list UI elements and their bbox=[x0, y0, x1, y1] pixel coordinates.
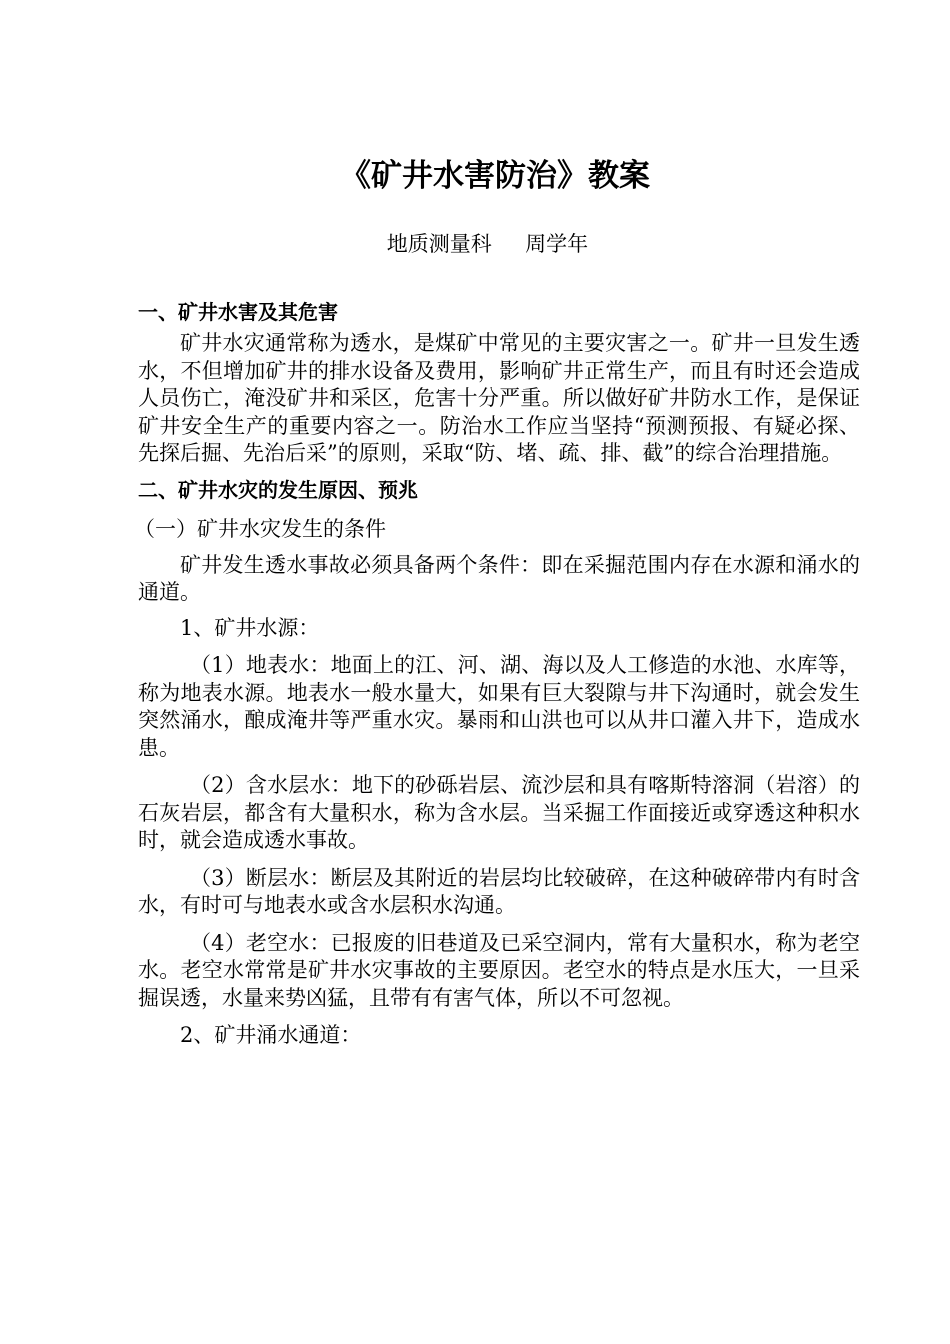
paragraph-hazards-intro: 矿井水灾通常称为透水，是煤矿中常见的主要灾害之一。矿井一旦发生透水，不但增加矿井的排水设备及费用，影响矿井正常生产，而且有时还会造成人员伤亡，淹没矿井和采区，危害十分严重。所以做好矿井防水工作，是保证矿井安全生产的重要内容之一。防治水工作应当坚持“预测预报、有疑必探、先探后掘、先治后采”的原则，采取“防、堵、疏、排、截”的综合治理措施。 bbox=[138, 331, 860, 465]
list-item-water-sources: 1、矿井水源： bbox=[180, 615, 320, 640]
paragraph-old-working-water: （4）老空水：已报废的旧巷道及已采空洞内，常有大量积水，称为老空水。老空水常常是矿井水灾事故的主要原因。老空水的特点是水压大，一旦采掘误透，水量来势凶猛，且带有有害气体，所以不可忽视。 bbox=[138, 930, 860, 1010]
section-heading-causes: 二、矿井水灾的发生原因、预兆 bbox=[138, 477, 418, 502]
paragraph-fault-water: （3）断层水：断层及其附近的岩层均比较破碎，在这种破碎带内有时含水，有时可与地表水或含水层积水沟通。 bbox=[138, 865, 860, 917]
paragraph-surface-water: （1）地表水：地面上的江、河、湖、海以及人工修造的水池、水库等，称为地表水源。地表水一般水量大，如果有巨大裂隙与井下沟通时，就会发生突然涌水，酿成淹井等严重水灾。暴雨和山洪也可以从井口灌入井下，造成水患。 bbox=[138, 653, 860, 760]
document-author: 地质测量科 周学年 bbox=[386, 232, 589, 256]
paragraph-conditions: 矿井发生透水事故必须具备两个条件：即在采掘范围内存在水源和涌水的通道。 bbox=[138, 552, 860, 604]
document-body bbox=[134, 290, 860, 1050]
document-title: 《矿井水害防治》教案 bbox=[340, 158, 650, 194]
paragraph-aquifer-water: （2）含水层水：地下的砂砾岩层、流沙层和具有喀斯特溶洞（岩溶）的石灰岩层，都含有大量积水，称为含水层。当采掘工作面接近或穿透这种积水时，就会造成透水事故。 bbox=[138, 773, 860, 852]
list-item-water-channels: 2、矿井涌水通道： bbox=[180, 1023, 362, 1047]
subsection-heading-conditions: （一）矿井水灾发生的条件 bbox=[134, 516, 386, 541]
section-heading-hazards: 一、矿井水害及其危害 bbox=[138, 300, 338, 324]
